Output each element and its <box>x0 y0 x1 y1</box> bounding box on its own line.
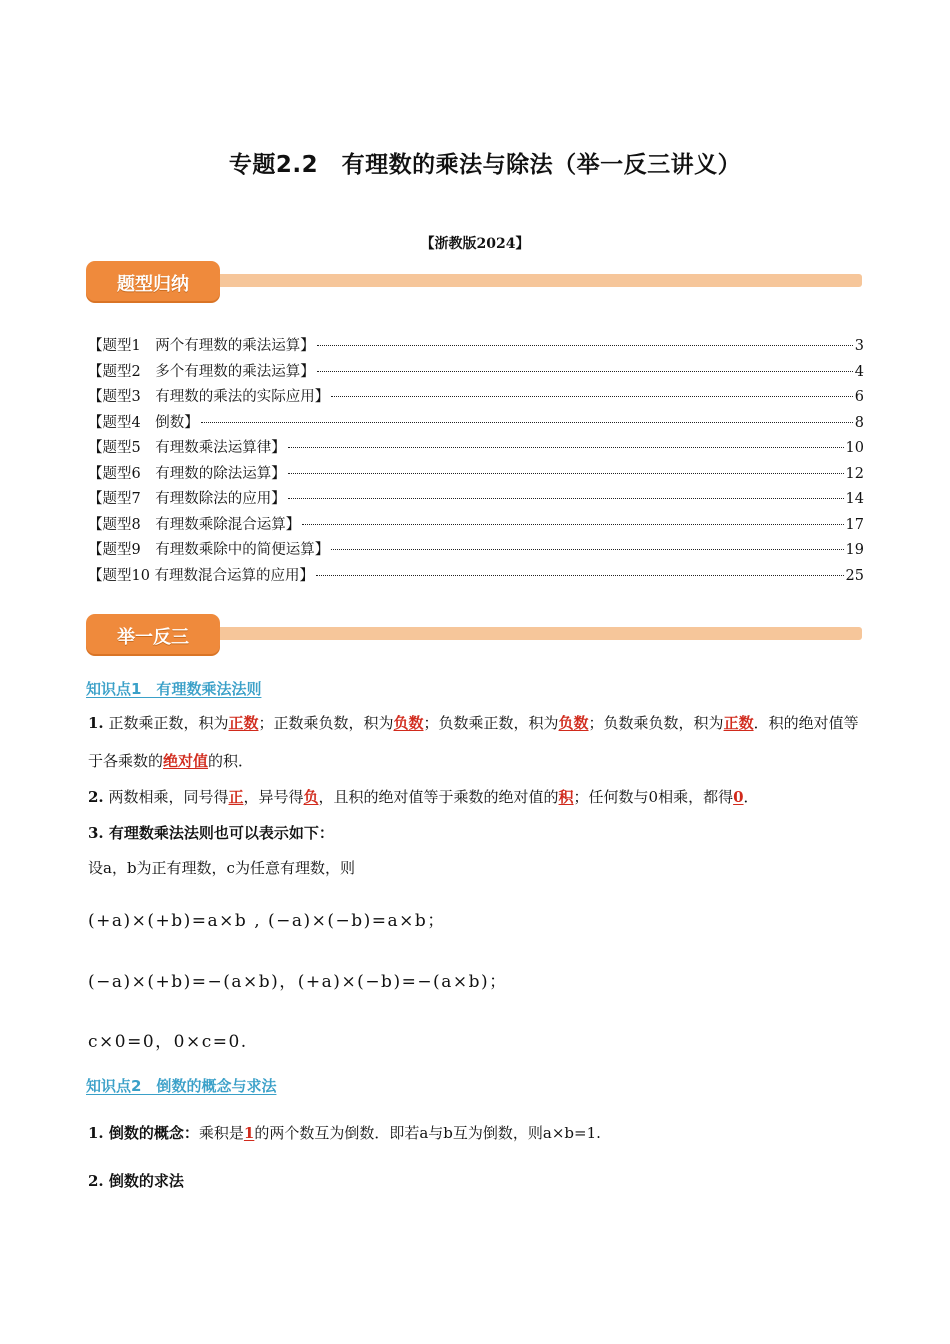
toc-leader-dots <box>331 396 853 397</box>
formula-1: (+a)×(+b)=a×b , (−a)×(−b)=a×b； <box>88 911 446 931</box>
toc-entry[interactable] <box>88 436 864 462</box>
toc-leader-dots <box>331 549 843 550</box>
toc-entry[interactable] <box>88 462 864 488</box>
text: ． <box>743 788 759 806</box>
kp1-rule-2 <box>88 778 864 816</box>
toc-entry-page: 14 <box>845 491 864 507</box>
answer-blank: 负数 <box>393 714 424 732</box>
answer-blank: 正数 <box>723 714 754 732</box>
formula-2: (−a)×(+b)=−(a×b)，(+a)×(−b)=−(a×b)； <box>88 972 508 992</box>
toc-entry-label: 【题型2 多个有理数的乘法运算】 <box>88 363 315 380</box>
toc-leader-dots <box>288 447 844 448</box>
text: ，且积的绝对值等于乘数的绝对值的 <box>318 788 559 806</box>
toc-entry-label: 【题型10 有理数混合运算的应用】 <box>88 567 315 584</box>
text: ；负数乘正数，积为 <box>423 714 559 732</box>
toc-entry[interactable] <box>88 360 864 386</box>
toc-entry[interactable] <box>88 411 864 437</box>
kp1-rule-3: 3. 有理数乘法法则也可以表示如下： <box>88 824 334 842</box>
knowledge-point-1-heading: 知识点1 有理数乘法法则 <box>86 680 262 698</box>
toc-entry[interactable] <box>88 564 864 590</box>
edition-label: 【浙教版2024】 <box>420 236 530 252</box>
section-banner-types <box>86 261 862 301</box>
answer-blank: 负数 <box>558 714 589 732</box>
formula-3: c×0=0，0×c=0. <box>88 1032 248 1052</box>
toc-entry-label: 【题型9 有理数乘除中的简便运算】 <box>88 542 330 558</box>
answer-blank: 积 <box>558 788 574 806</box>
toc-entry-label: 【题型8 有理数乘除混合运算】 <box>88 516 301 533</box>
toc-entry-label: 【题型7 有理数除法的应用】 <box>88 491 286 507</box>
text: 的积． <box>208 752 254 770</box>
table-of-contents <box>88 334 864 589</box>
page-title: 专题2.2 有理数的乘法与除法（举一反三讲义） <box>228 152 742 178</box>
banner-tab <box>86 261 220 301</box>
text: 两数相乘，同号得 <box>108 788 229 806</box>
toc-entry-label: 【题型5 有理数乘法运算律】 <box>88 440 286 456</box>
text: ；正数乘负数，积为 <box>258 714 394 732</box>
answer-blank: 绝对值 <box>163 752 209 770</box>
toc-leader-dots <box>317 345 853 346</box>
toc-entry[interactable] <box>88 513 864 539</box>
toc-entry[interactable] <box>88 487 864 513</box>
toc-entry-page: 25 <box>845 567 864 584</box>
answer-blank: 1 <box>243 1124 255 1142</box>
toc-entry-page: 3 <box>854 338 864 354</box>
text: ；负数乘负数，积为 <box>588 714 724 732</box>
text: ；任何数与0相乘，都得 <box>573 788 734 806</box>
toc-entry[interactable] <box>88 334 864 360</box>
banner-label: 举一反三 <box>117 627 189 648</box>
toc-entry[interactable] <box>88 385 864 411</box>
toc-entry-page: 19 <box>845 542 864 558</box>
item-number: 2. <box>88 788 104 806</box>
text: 的两个数互为倒数．即若a与b互为倒数，则a×b=1. <box>254 1124 601 1142</box>
kp1-rule-1 <box>88 704 864 780</box>
answer-blank: 正数 <box>228 714 259 732</box>
toc-entry-page: 6 <box>854 389 864 405</box>
toc-entry-page: 4 <box>854 363 864 380</box>
toc-leader-dots <box>302 524 843 525</box>
text: ．积的绝对值等于各乘数的 <box>88 714 859 770</box>
answer-blank: 0 <box>733 788 744 806</box>
text: 乘积是 <box>198 1124 244 1142</box>
toc-entry[interactable] <box>88 538 864 564</box>
toc-entry-label: 【题型4 倒数】 <box>88 414 199 431</box>
text: ，异号得 <box>243 788 304 806</box>
section-banner-practice <box>86 614 862 654</box>
banner-tab <box>86 614 220 654</box>
toc-leader-dots <box>316 575 843 576</box>
toc-entry-label: 【题型1 两个有理数的乘法运算】 <box>88 338 315 354</box>
toc-entry-page: 8 <box>854 414 864 431</box>
item-number: 1. <box>88 714 104 732</box>
kp2-definition <box>88 1114 864 1152</box>
toc-entry-page: 10 <box>845 440 864 456</box>
text: 正数乘正数，积为 <box>108 714 229 732</box>
toc-leader-dots <box>317 371 853 372</box>
toc-entry-page: 17 <box>845 516 864 533</box>
item-label: 1. 倒数的概念： <box>88 1124 199 1142</box>
toc-entry-label: 【题型6 有理数的除法运算】 <box>88 465 286 482</box>
answer-blank: 正 <box>228 788 244 806</box>
toc-leader-dots <box>288 473 844 474</box>
toc-leader-dots <box>201 422 853 423</box>
toc-entry-page: 12 <box>845 465 864 482</box>
knowledge-point-2-heading: 知识点2 倒数的概念与求法 <box>86 1077 277 1095</box>
toc-leader-dots <box>288 498 844 499</box>
answer-blank: 负 <box>303 788 319 806</box>
toc-entry-label: 【题型3 有理数的乘法的实际应用】 <box>88 389 330 405</box>
banner-label: 题型归纳 <box>117 274 189 295</box>
kp1-assumption: 设a，b为正有理数，c为任意有理数，则 <box>88 859 355 877</box>
kp2-method-heading: 2. 倒数的求法 <box>88 1172 184 1190</box>
